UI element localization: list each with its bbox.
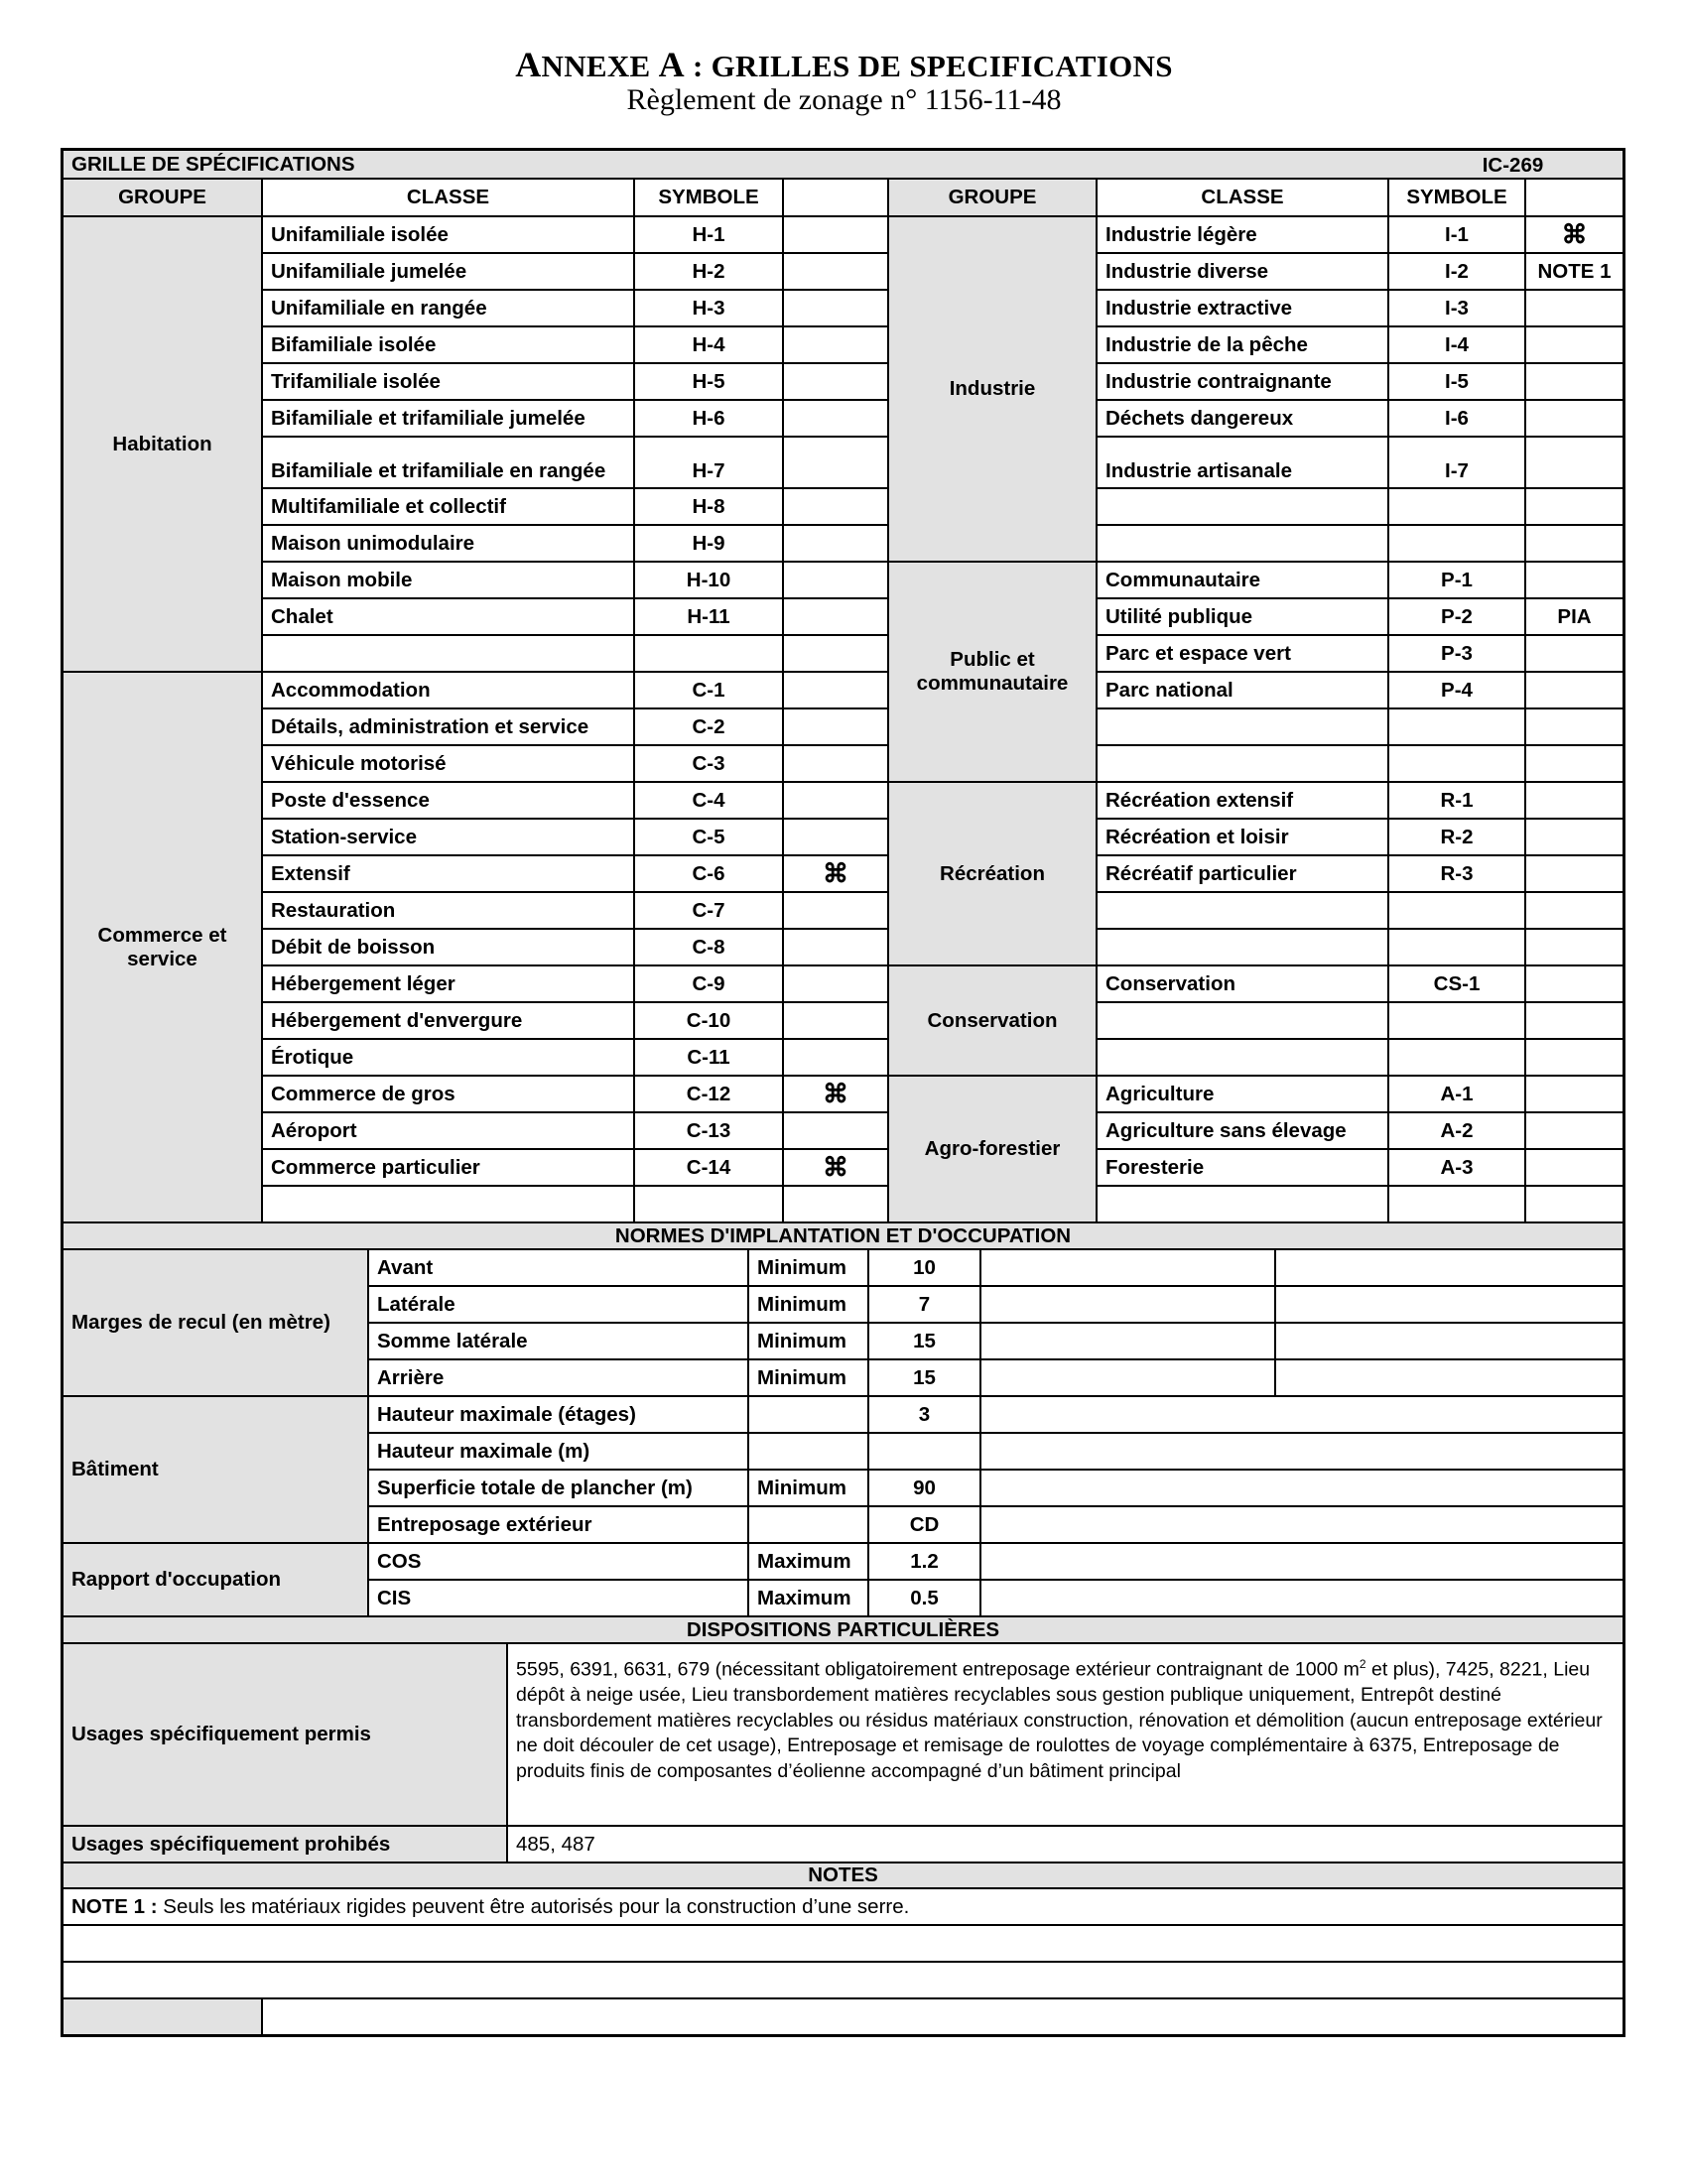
symbol-cell: H-1 <box>635 217 784 254</box>
authorized-mark-cell <box>784 526 889 563</box>
class-cell: Extensif <box>263 856 635 893</box>
class-cell: Détails, administration et service <box>263 709 635 746</box>
authorized-mark-cell <box>784 563 889 599</box>
class-cell: Industrie contraignante <box>1098 364 1389 401</box>
group-cell-right: Public et communautaire <box>889 563 1098 783</box>
symbol-cell: I-6 <box>1389 401 1526 438</box>
class-cell <box>1098 489 1389 526</box>
note-1 <box>64 1889 1623 1926</box>
symbol-cell: I-7 <box>1389 438 1526 489</box>
normes-value-cell: 15 <box>869 1324 981 1360</box>
symbol-cell: R-3 <box>1389 856 1526 893</box>
symbol-cell <box>1389 709 1526 746</box>
group-cell-right: Conservation <box>889 966 1098 1077</box>
normes-blank-cell <box>981 1397 1623 1434</box>
normes-blank-cell <box>981 1581 1623 1617</box>
class-cell: Utilité publique <box>1098 599 1389 636</box>
symbol-cell: H-5 <box>635 364 784 401</box>
authorized-mark-cell <box>784 820 889 856</box>
authorized-mark-cell <box>784 291 889 327</box>
normes-qualifier-cell <box>749 1397 869 1434</box>
prohibited-uses-label: Usages spécifiquement prohibés <box>64 1827 508 1863</box>
symbol-cell: C-13 <box>635 1113 784 1150</box>
symbol-cell: C-12 <box>635 1077 784 1113</box>
authorized-mark-cell: ⌘ <box>784 1150 889 1187</box>
class-cell: Récréation extensif <box>1098 783 1389 820</box>
class-cell: Aéroport <box>263 1113 635 1150</box>
normes-value-cell: 3 <box>869 1397 981 1434</box>
class-cell: Unifamiliale isolée <box>263 217 635 254</box>
symbol-cell: C-5 <box>635 820 784 856</box>
normes-label-cell: Superficie totale de plancher (m) <box>369 1471 749 1507</box>
authorized-mark-cell <box>1526 783 1623 820</box>
symbol-cell <box>1389 1003 1526 1040</box>
authorized-mark-cell <box>784 893 889 930</box>
symbol-cell: H-6 <box>635 401 784 438</box>
class-cell: Commerce de gros <box>263 1077 635 1113</box>
symbol-cell <box>635 636 784 673</box>
normes-group-cell: Rapport d'occupation <box>64 1544 369 1617</box>
authorized-mark-cell <box>1526 489 1623 526</box>
authorized-mark-cell: NOTE 1 <box>1526 254 1623 291</box>
class-cell: Agriculture sans élevage <box>1098 1113 1389 1150</box>
class-cell: Maison mobile <box>263 563 635 599</box>
normes-qualifier-cell: Minimum <box>749 1250 869 1287</box>
permitted-uses-part: 5595, 6391, 6631, 679 (nécessitant obligatoirement entreposage extérieur contraignant de 1000 m <box>516 1658 1360 1681</box>
normes-qualifier-cell <box>749 1507 869 1544</box>
authorized-mark-cell <box>784 746 889 783</box>
normes-label-cell: Arrière <box>369 1360 749 1397</box>
symbol-cell: I-2 <box>1389 254 1526 291</box>
normes-value-cell: 0.5 <box>869 1581 981 1617</box>
symbol-cell: P-2 <box>1389 599 1526 636</box>
normes-value-cell <box>869 1434 981 1471</box>
symbol-cell: A-2 <box>1389 1113 1526 1150</box>
class-cell: Chalet <box>263 599 635 636</box>
column-header-classe: CLASSE <box>263 180 635 217</box>
symbol-cell: H-7 <box>635 438 784 489</box>
permitted-uses-text <box>508 1644 1623 1827</box>
symbol-cell: C-9 <box>635 966 784 1003</box>
symbol-cell <box>1389 489 1526 526</box>
authorized-mark-cell: ⌘ <box>784 856 889 893</box>
normes-group-cell: Marges de recul (en mètre) <box>64 1250 369 1397</box>
note-1-label: NOTE 1 : <box>71 1894 158 1918</box>
class-cell: Hébergement léger <box>263 966 635 1003</box>
symbol-cell: I-4 <box>1389 327 1526 364</box>
authorized-mark-cell <box>784 966 889 1003</box>
amendments-label <box>64 1999 263 2034</box>
authorized-mark-cell <box>784 217 889 254</box>
normes-value-cell: CD <box>869 1507 981 1544</box>
class-cell: Agriculture <box>1098 1077 1389 1113</box>
class-cell: Industrie diverse <box>1098 254 1389 291</box>
group-cell-left: Commerce et service <box>64 673 263 1223</box>
note-blank <box>64 1963 1623 1999</box>
normes-blank-cell <box>981 1287 1276 1324</box>
normes-blank-cell <box>981 1360 1276 1397</box>
class-cell: Unifamiliale jumelée <box>263 254 635 291</box>
symbol-cell: H-4 <box>635 327 784 364</box>
symbol-cell: H-2 <box>635 254 784 291</box>
normes-value-cell: 1.2 <box>869 1544 981 1581</box>
authorized-mark-cell <box>784 1003 889 1040</box>
group-cell-right: Agro-forestier <box>889 1077 1098 1223</box>
authorized-mark-cell <box>1526 893 1623 930</box>
normes-value-cell: 7 <box>869 1287 981 1324</box>
class-cell: Commerce particulier <box>263 1150 635 1187</box>
zone-code: IC-269 <box>1482 153 1544 177</box>
normes-qualifier-cell: Minimum <box>749 1471 869 1507</box>
symbol-cell: H-11 <box>635 599 784 636</box>
symbol-cell: P-4 <box>1389 673 1526 709</box>
symbol-cell: A-3 <box>1389 1150 1526 1187</box>
column-header-mark <box>1526 180 1623 217</box>
authorized-mark-cell <box>784 254 889 291</box>
grid-title: GRILLE DE SPÉCIFICATIONS <box>64 151 1623 180</box>
symbol-cell: P-3 <box>1389 636 1526 673</box>
class-cell: Bifamiliale et trifamiliale jumelée <box>263 401 635 438</box>
authorized-mark-cell <box>784 1040 889 1077</box>
document-title: ANNEXE A : GRILLES DE SPECIFICATIONS <box>515 45 1173 84</box>
symbol-cell: A-1 <box>1389 1077 1526 1113</box>
symbol-cell: C-10 <box>635 1003 784 1040</box>
column-header-groupe: GROUPE <box>889 180 1098 217</box>
class-cell: Débit de boisson <box>263 930 635 966</box>
class-cell: Poste d'essence <box>263 783 635 820</box>
authorized-mark-cell <box>784 636 889 673</box>
authorized-mark-cell <box>1526 930 1623 966</box>
class-cell <box>1098 526 1389 563</box>
authorized-mark-cell <box>1526 636 1623 673</box>
class-cell: Déchets dangereux <box>1098 401 1389 438</box>
symbol-cell: C-1 <box>635 673 784 709</box>
symbol-cell <box>1389 893 1526 930</box>
authorized-mark-cell <box>784 599 889 636</box>
symbol-cell: I-3 <box>1389 291 1526 327</box>
normes-value-cell: 15 <box>869 1360 981 1397</box>
class-cell: Foresterie <box>1098 1150 1389 1187</box>
normes-label-cell: CIS <box>369 1581 749 1617</box>
document-subtitle: Règlement de zonage n° 1156-11-48 <box>626 83 1062 116</box>
symbol-cell: R-1 <box>1389 783 1526 820</box>
authorized-mark-cell <box>784 709 889 746</box>
class-cell <box>263 636 635 673</box>
normes-blank-cell <box>981 1544 1623 1581</box>
column-header-groupe: GROUPE <box>64 180 263 217</box>
symbol-cell <box>1389 1040 1526 1077</box>
symbol-cell <box>1389 746 1526 783</box>
authorized-mark-cell <box>784 401 889 438</box>
class-cell: Parc national <box>1098 673 1389 709</box>
authorized-mark-cell <box>1526 709 1623 746</box>
permitted-uses-part: et plus), 7425, 8221, Lieu dépôt à neige usée, Lieu transbordement matières recyclables sous gestion publique uniquement, Entrepôt destiné transbordement matières recyclables ou résidus matériaux construction, rénovation et démolition (aucun entreposage extérieur ne doit découler de cet usage), Entreposage et remisage de roulottes de voyage complémentaire à 6375, Entreposage de produits finis de composantes d’éolienne accompagné d’un bâtiment principal <box>516 1658 1603 1782</box>
class-cell: Industrie légère <box>1098 217 1389 254</box>
normes-group-cell: Bâtiment <box>64 1397 369 1544</box>
normes-blank-cell <box>1276 1287 1623 1324</box>
group-cell-right: Récréation <box>889 783 1098 966</box>
class-cell: Trifamiliale isolée <box>263 364 635 401</box>
authorized-mark-cell <box>784 364 889 401</box>
authorized-mark-cell: ⌘ <box>1526 217 1623 254</box>
normes-blank-cell <box>981 1507 1623 1544</box>
normes-label-cell: Somme latérale <box>369 1324 749 1360</box>
class-cell <box>1098 1003 1389 1040</box>
authorized-mark-cell: ⌘ <box>784 1077 889 1113</box>
authorized-mark-cell <box>784 489 889 526</box>
authorized-mark-cell <box>784 673 889 709</box>
class-cell: Bifamiliale isolée <box>263 327 635 364</box>
authorized-mark-cell <box>1526 1003 1623 1040</box>
authorized-mark-cell <box>1526 856 1623 893</box>
class-cell: Station-service <box>263 820 635 856</box>
authorized-mark-cell <box>1526 1150 1623 1187</box>
symbol-cell: C-14 <box>635 1150 784 1187</box>
authorized-mark-cell <box>1526 966 1623 1003</box>
class-cell: Conservation <box>1098 966 1389 1003</box>
class-cell <box>263 1187 635 1223</box>
symbol-cell: C-11 <box>635 1040 784 1077</box>
permitted-uses-label: Usages spécifiquement permis <box>64 1644 508 1827</box>
authorized-mark-cell <box>1526 563 1623 599</box>
normes-qualifier-cell: Minimum <box>749 1360 869 1397</box>
normes-blank-cell <box>981 1471 1623 1507</box>
authorized-mark-cell <box>1526 364 1623 401</box>
group-cell-right: Industrie <box>889 217 1098 563</box>
superscript: 2 <box>1359 1657 1366 1671</box>
authorized-mark-cell <box>784 1187 889 1223</box>
class-cell: Hébergement d'envergure <box>263 1003 635 1040</box>
symbol-cell <box>1389 526 1526 563</box>
authorized-mark-cell <box>784 438 889 489</box>
symbol-cell: C-4 <box>635 783 784 820</box>
class-cell <box>1098 746 1389 783</box>
authorized-mark-cell: PIA <box>1526 599 1623 636</box>
normes-qualifier-cell: Minimum <box>749 1287 869 1324</box>
class-cell: Industrie artisanale <box>1098 438 1389 489</box>
symbol-cell: H-8 <box>635 489 784 526</box>
note-blank <box>64 1926 1623 1963</box>
class-cell <box>1098 1040 1389 1077</box>
normes-blank-cell <box>981 1434 1623 1471</box>
symbol-cell: I-5 <box>1389 364 1526 401</box>
authorized-mark-cell <box>1526 1077 1623 1113</box>
class-cell: Restauration <box>263 893 635 930</box>
normes-blank-cell <box>1276 1250 1623 1287</box>
class-cell <box>1098 893 1389 930</box>
column-header-symbole: SYMBOLE <box>1389 180 1526 217</box>
normes-label-cell: Latérale <box>369 1287 749 1324</box>
notes-title: NOTES <box>64 1863 1623 1889</box>
authorized-mark-cell <box>1526 1113 1623 1150</box>
authorized-mark-cell <box>1526 820 1623 856</box>
column-header-classe: CLASSE <box>1098 180 1389 217</box>
class-cell: Multifamiliale et collectif <box>263 489 635 526</box>
symbol-cell: C-7 <box>635 893 784 930</box>
class-cell: Industrie extractive <box>1098 291 1389 327</box>
class-cell: Récréation et loisir <box>1098 820 1389 856</box>
group-cell-left: Habitation <box>64 217 263 673</box>
symbol-cell: CS-1 <box>1389 966 1526 1003</box>
normes-title: NORMES D'IMPLANTATION ET D'OCCUPATION <box>64 1223 1623 1250</box>
authorized-mark-cell <box>1526 673 1623 709</box>
class-cell <box>1098 930 1389 966</box>
class-cell <box>1098 709 1389 746</box>
symbol-cell: H-10 <box>635 563 784 599</box>
symbol-cell: C-2 <box>635 709 784 746</box>
class-cell: Véhicule motorisé <box>263 746 635 783</box>
symbol-cell: H-9 <box>635 526 784 563</box>
normes-qualifier-cell <box>749 1434 869 1471</box>
column-header-symbole: SYMBOLE <box>635 180 784 217</box>
symbol-cell: C-8 <box>635 930 784 966</box>
dispositions-title: DISPOSITIONS PARTICULIÈRES <box>64 1617 1623 1644</box>
normes-label-cell: Avant <box>369 1250 749 1287</box>
symbol-cell <box>1389 1187 1526 1223</box>
normes-label-cell: COS <box>369 1544 749 1581</box>
authorized-mark-cell <box>784 327 889 364</box>
symbol-cell: I-1 <box>1389 217 1526 254</box>
class-cell: Récréatif particulier <box>1098 856 1389 893</box>
authorized-mark-cell <box>1526 327 1623 364</box>
authorized-mark-cell <box>784 1113 889 1150</box>
class-cell: Communautaire <box>1098 563 1389 599</box>
authorized-mark-cell <box>1526 526 1623 563</box>
normes-blank-cell <box>1276 1324 1623 1360</box>
class-cell: Érotique <box>263 1040 635 1077</box>
class-cell: Maison unimodulaire <box>263 526 635 563</box>
authorized-mark-cell <box>1526 746 1623 783</box>
class-cell: Unifamiliale en rangée <box>263 291 635 327</box>
normes-blank-cell <box>981 1250 1276 1287</box>
column-header-mark <box>784 180 889 217</box>
normes-label-cell: Hauteur maximale (étages) <box>369 1397 749 1434</box>
symbol-cell: R-2 <box>1389 820 1526 856</box>
symbol-cell <box>1389 930 1526 966</box>
prohibited-uses-text: 485, 487 <box>508 1827 1623 1863</box>
authorized-mark-cell <box>1526 438 1623 489</box>
normes-value-cell: 10 <box>869 1250 981 1287</box>
normes-qualifier-cell: Maximum <box>749 1544 869 1581</box>
normes-blank-cell <box>981 1324 1276 1360</box>
authorized-mark-cell <box>1526 1040 1623 1077</box>
normes-blank-cell <box>1276 1360 1623 1397</box>
authorized-mark-cell <box>1526 291 1623 327</box>
specification-grid <box>61 148 1625 2037</box>
authorized-mark-cell <box>1526 401 1623 438</box>
note-1-text: Seuls les matériaux rigides peuvent être autorisés pour la construction d’une serre. <box>157 1894 910 1918</box>
class-cell: Parc et espace vert <box>1098 636 1389 673</box>
symbol-cell <box>635 1187 784 1223</box>
authorized-mark-cell <box>784 783 889 820</box>
normes-qualifier-cell: Minimum <box>749 1324 869 1360</box>
normes-value-cell: 90 <box>869 1471 981 1507</box>
authorized-mark-cell <box>784 930 889 966</box>
class-cell: Industrie de la pêche <box>1098 327 1389 364</box>
class-cell <box>1098 1187 1389 1223</box>
class-cell: Bifamiliale et trifamiliale en rangée <box>263 438 635 489</box>
symbol-cell: C-3 <box>635 746 784 783</box>
normes-label-cell: Entreposage extérieur <box>369 1507 749 1544</box>
normes-qualifier-cell: Maximum <box>749 1581 869 1617</box>
symbol-cell: H-3 <box>635 291 784 327</box>
authorized-mark-cell <box>1526 1187 1623 1223</box>
symbol-cell: P-1 <box>1389 563 1526 599</box>
class-cell: Accommodation <box>263 673 635 709</box>
normes-label-cell: Hauteur maximale (m) <box>369 1434 749 1471</box>
symbol-cell: C-6 <box>635 856 784 893</box>
amendments-text <box>263 1999 1623 2034</box>
